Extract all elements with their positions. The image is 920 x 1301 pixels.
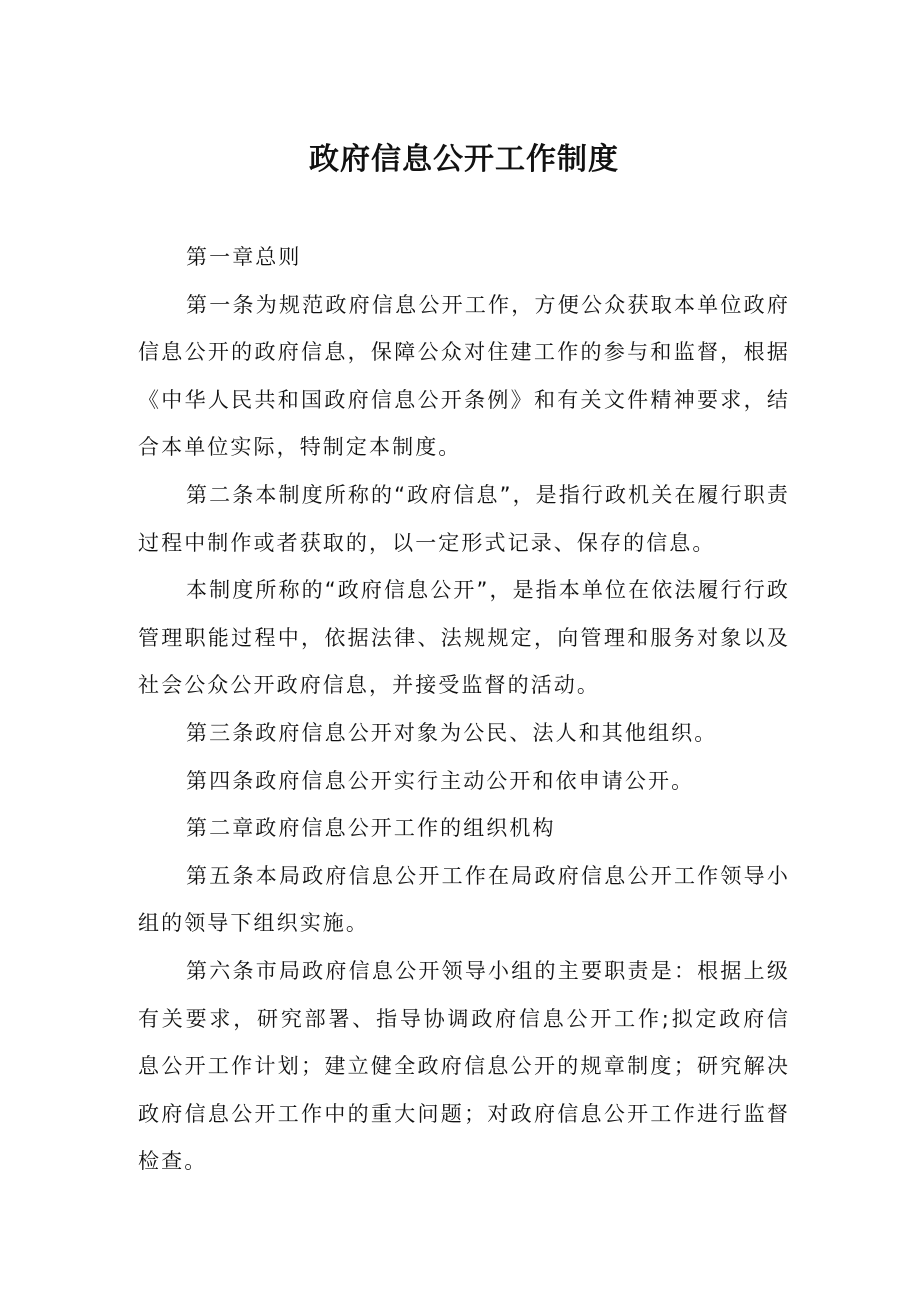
article-paragraph: 第五条本局政府信息公开工作在局政府信息公开工作领导小组的领导下组织实施。 — [138, 863, 790, 936]
chapter-heading: 第二章政府信息公开工作的组织机构 — [186, 816, 556, 841]
article-paragraph: 第六条市局政府信息公开领导小组的主要职责是：根据上级有关要求，研究部署、指导协调政府信息公开工作;拟定政府信息公开工作计划；建立健全政府信息公开的规章制度；研究解决政府信息公开工作中的重大问题；对政府信息公开工作进行监督检查。 — [138, 958, 790, 1174]
article-paragraph: 第二条本制度所称的“政府信息”，是指行政机关在履行职责过程中制作或者获取的，以一定形式记录、保存的信息。 — [138, 482, 790, 555]
article-paragraph: 第三条政府信息公开对象为公民、法人和其他组织。 — [186, 720, 718, 745]
document-page — [138, 136, 790, 1186]
article-paragraph: 第一条为规范政府信息公开工作，方便公众获取本单位政府信息公开的政府信息，保障公众对住建工作的参与和监督，根据《中华人民共和国政府信息公开条例》和有关文件精神要求，结合本单位实际，特制定本制度。 — [138, 292, 790, 460]
chapter-heading: 第一章总则 — [186, 245, 302, 269]
article-paragraph: 本制度所称的“政府信息公开”，是指本单位在依法履行行政管理职能过程中，依据法律、法规规定，向管理和服务对象以及社会公众公开政府信息，并接受监督的活动。 — [138, 578, 790, 698]
document-title: 政府信息公开工作制度 — [309, 142, 619, 177]
article-paragraph: 第四条政府信息公开实行主动公开和依申请公开。 — [186, 768, 695, 793]
